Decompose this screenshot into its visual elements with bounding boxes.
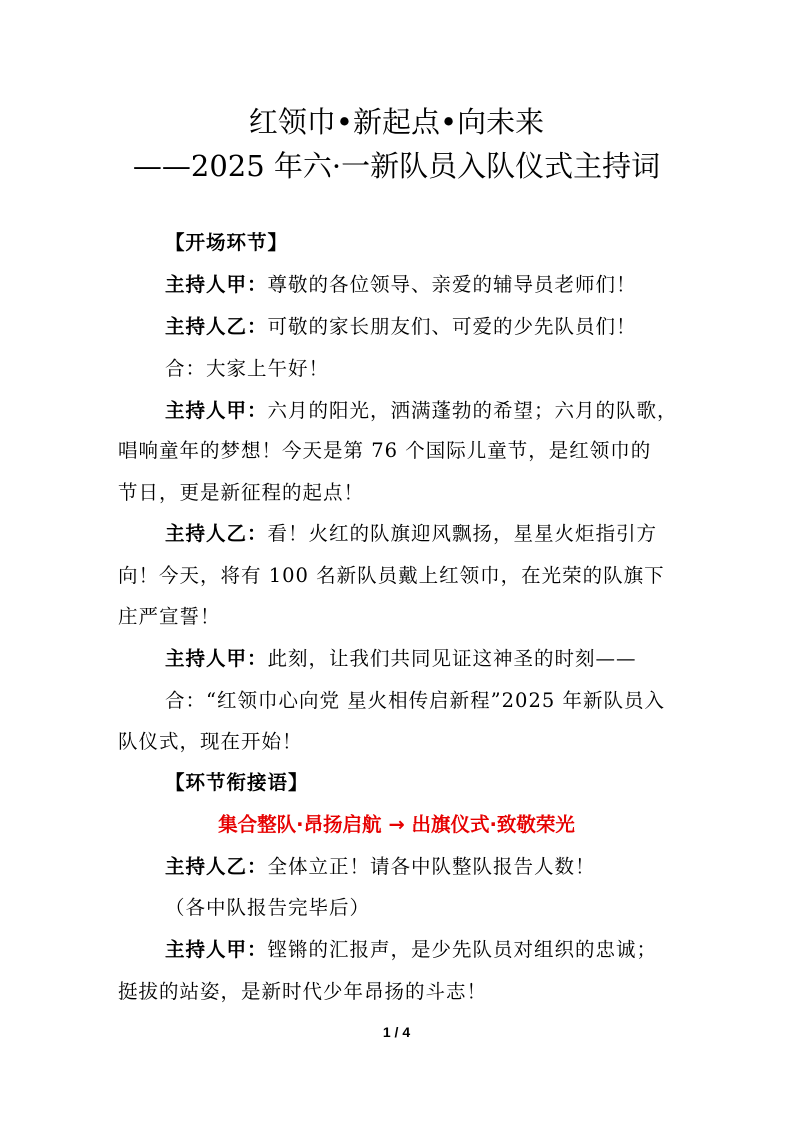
paragraph-line: 庄严宣誓！ xyxy=(118,605,221,628)
line-text: 六月的阳光，洒满蓬勃的希望；六月的队歌， xyxy=(267,399,678,422)
paragraph-line: 向！今天，将有 100 名新队员戴上红领巾，在光荣的队旗下 xyxy=(118,564,665,587)
speaker-label: 主持人甲： xyxy=(165,938,268,961)
paragraph-line xyxy=(165,272,725,298)
paragraph-line: 节日，更是新征程的起点！ xyxy=(118,481,365,504)
speaker-label: 主持人甲： xyxy=(165,647,268,670)
speaker-label: 主持人乙： xyxy=(165,522,268,545)
paragraph-line xyxy=(165,646,725,672)
line-text: 全体立正！请各中队整队报告人数！ xyxy=(267,855,596,878)
line-text: 看！火红的队旗迎风飘扬，星星火炬指引方 xyxy=(267,522,658,545)
paragraph-line xyxy=(165,521,725,547)
paragraph-line: 队仪式，现在开始！ xyxy=(118,730,303,753)
paragraph-line: （各中队报告完毕后） xyxy=(165,896,371,919)
paragraph-line: 唱响童年的梦想！今天是第 76 个国际儿童节，是红领巾的 xyxy=(118,439,652,462)
speaker-label: 主持人甲： xyxy=(165,273,268,296)
title-line-2: ——2025 年六·一新队员入队仪式主持词 xyxy=(132,149,661,183)
speaker-label: 主持人甲： xyxy=(165,399,268,422)
paragraph-line xyxy=(165,314,725,340)
paragraph-line xyxy=(165,854,725,880)
paragraph-line: 挺拔的站姿，是新时代少年昂扬的斗志！ xyxy=(118,980,488,1003)
paragraph-line: 合：“红领巾心向党 星火相传启新程”2025 年新队员入 xyxy=(165,689,665,712)
paragraph-line xyxy=(165,937,725,963)
paragraph-line xyxy=(165,398,725,424)
line-text: 可敬的家长朋友们、可爱的少先队员们！ xyxy=(267,315,637,338)
section-heading-transition: 【环节衔接语】 xyxy=(165,771,309,794)
line-text: 铿锵的汇报声，是少先队员对组织的忠诚； xyxy=(267,938,658,961)
section-heading-opening: 【开场环节】 xyxy=(165,231,289,254)
red-subheading: 集合整队·昂扬启航 → 出旗仪式·致敬荣光 xyxy=(218,813,575,836)
line-text: 尊敬的各位领导、亲爱的辅导员老师们！ xyxy=(267,273,637,296)
speaker-label: 主持人乙： xyxy=(165,315,268,338)
speaker-label: 主持人乙： xyxy=(165,855,268,878)
title-line-1: 红领巾•新起点•向未来 xyxy=(248,105,545,139)
line-text: 此刻，让我们共同见证这神圣的时刻—— xyxy=(267,647,637,670)
paragraph-line: 合：大家上午好！ xyxy=(165,357,330,380)
page-number: 1 / 4 xyxy=(382,1024,411,1040)
